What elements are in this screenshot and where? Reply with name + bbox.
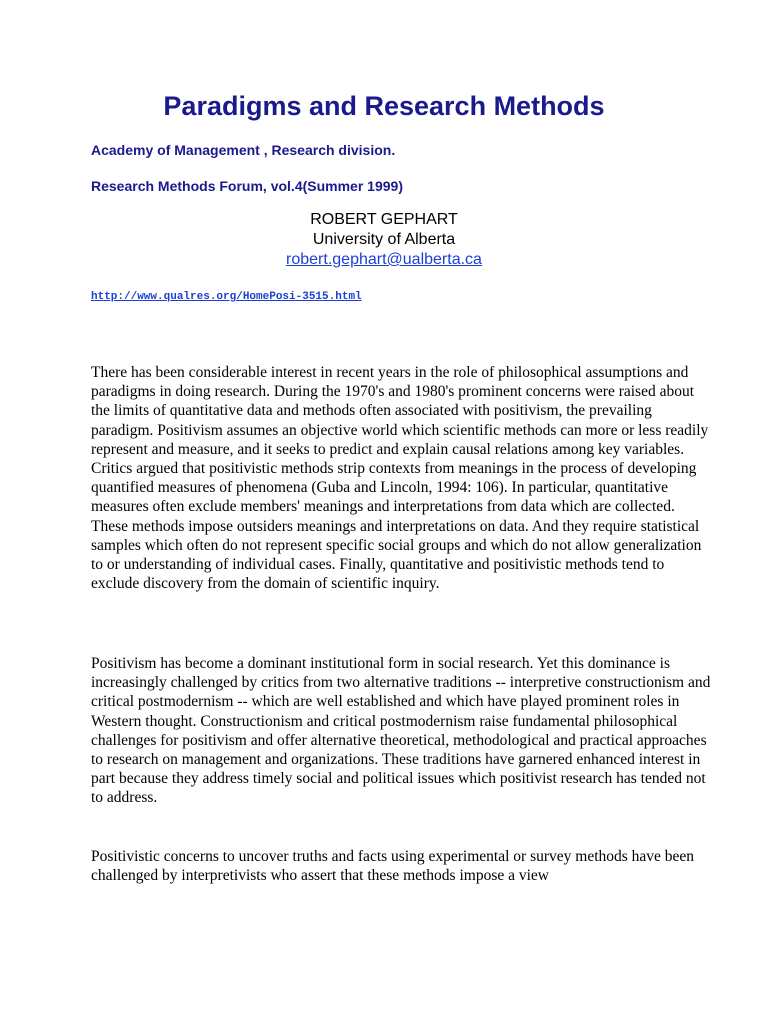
source-url-link[interactable]: http://www.qualres.org/HomePosi-3515.html [91, 291, 362, 303]
author-name: ROBERT GEPHART [310, 211, 458, 228]
publisher-line: Academy of Management , Research division. [91, 142, 396, 158]
body-paragraph-1: There has been considerable interest in recent years in the role of philosophical assumptions and paradigms in doing research. During the 1970's and 1980's prominent concerns were raised about the limits of quantitative data and methods often associated with positivism, the prevailing paradigm. Positivism assumes an objective world which scientific methods can more or less readily represent and measure, and it seeks to predict and explain causal relations among key variables. Critics argued that positivistic methods strip contexts from meanings in the process of developing quantified measures of phenomena (Guba and Lincoln, 1994: 106). In particular, quantitative measures often exclude members' meanings and interpretations from data which are collected. These methods impose outsiders meanings and interpretations on data. And they require statistical samples which often do not represent specific social groups and which do not allow generalization to or understanding of individual cases. Finally, quantitative and positivistic methods tend to exclude discovery from the domain of scientific inquiry. [91, 364, 709, 593]
body-paragraph-2: Positivism has become a dominant institutional form in social research. Yet this dominance is increasingly challenged by critics from two alternative traditions -- interpretive constructionism and critical postmodernism -- which are well established and which have played prominent roles in Western thought. Constructionism and critical postmodernism raise fundamental philosophical challenges for positivism and offer alternative theoretical, methodological and practical approaches to research on management and organizations. These traditions have garnered enhanced interest in part because they address timely social and political issues which positivist research has tended not to address. [91, 655, 711, 807]
author-affiliation: University of Alberta [312, 231, 456, 248]
author-email-link[interactable]: robert.gephart@ualberta.ca [286, 251, 482, 268]
forum-line: Research Methods Forum, vol.4(Summer 1999) [91, 178, 403, 194]
body-paragraph-3: Positivistic concerns to uncover truths and facts using experimental or survey methods have been challenged by interpretivists who assert that these methods impose a view [91, 848, 695, 885]
document-title: Paradigms and Research Methods [163, 91, 605, 121]
author-block [0, 210, 768, 270]
